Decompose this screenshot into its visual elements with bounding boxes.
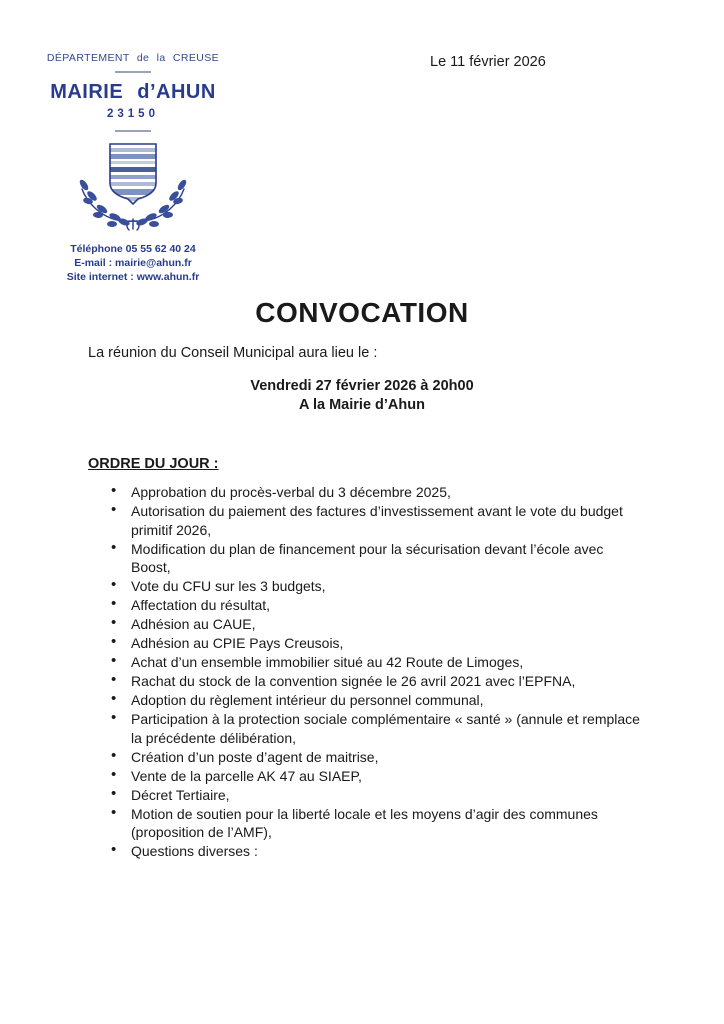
agenda-item: • Adhésion au CPIE Pays Creusois, — [88, 634, 640, 653]
coat-of-arms-icon — [72, 141, 194, 233]
agenda-item: • Affectation du résultat, — [88, 596, 640, 615]
meeting-location: A la Mairie d’Ahun — [299, 397, 425, 413]
agenda-item: • Modification du plan de financement pour la sécurisation devant l’école avec Boost, — [88, 540, 640, 577]
phone-number: Téléphone 05 55 62 40 24 — [70, 242, 196, 255]
email-address: E-mail : mairie@ahun.fr — [74, 256, 192, 269]
agenda-item: • Questions diverses : — [88, 842, 640, 861]
agenda-heading: ORDRE DU JOUR : — [88, 456, 219, 472]
divider-line — [115, 71, 151, 73]
agenda-item: • Vote du CFU sur les 3 budgets, — [88, 577, 640, 596]
agenda-item: • Participation à la protection sociale complémentaire « santé » (annule et remplace la précédente délibération, — [88, 710, 640, 747]
agenda-item: • Motion de soutien pour la liberté locale et les moyens d’agir des communes (proposition de l’AMF), — [88, 805, 640, 842]
meeting-datetime: Vendredi 27 février 2026 à 20h00 — [250, 378, 474, 394]
agenda-item: • Adoption du règlement intérieur du personnel communal, — [88, 691, 640, 710]
agenda-item: • Rachat du stock de la convention signée le 26 avril 2021 avec l’EPFNA, — [88, 672, 640, 691]
website-url: Site internet : www.ahun.fr — [66, 270, 200, 283]
agenda-item: • Décret Tertiaire, — [88, 786, 640, 805]
agenda-item: • Autorisation du paiement des factures d’investissement avant le vote du budget primitif 2026, — [88, 502, 640, 539]
letterhead — [45, 52, 221, 284]
document-date: Le 11 février 2026 — [430, 54, 546, 70]
divider-line — [115, 130, 151, 132]
page-title: CONVOCATION — [255, 297, 469, 328]
agenda-item: • Achat d’un ensemble immobilier situé au 42 Route de Limoges, — [88, 653, 640, 672]
intro-text: La réunion du Conseil Municipal aura lieu le : — [88, 345, 378, 361]
agenda-item: • Création d’un poste d’agent de maitrise, — [88, 748, 640, 767]
meeting-info — [0, 377, 724, 415]
agenda-item: • Adhésion au CAUE, — [88, 615, 640, 634]
mairie-name: MAIRIE d’AHUN — [50, 81, 216, 103]
contact-block — [45, 242, 221, 284]
department-label: DÉPARTEMENT de la CREUSE — [46, 52, 220, 64]
agenda-item: • Vente de la parcelle AK 47 au SIAEP, — [88, 767, 640, 786]
agenda-list — [88, 483, 640, 861]
agenda-item: • Approbation du procès-verbal du 3 décembre 2025, — [88, 483, 640, 502]
postal-code: 23150 — [107, 108, 159, 120]
